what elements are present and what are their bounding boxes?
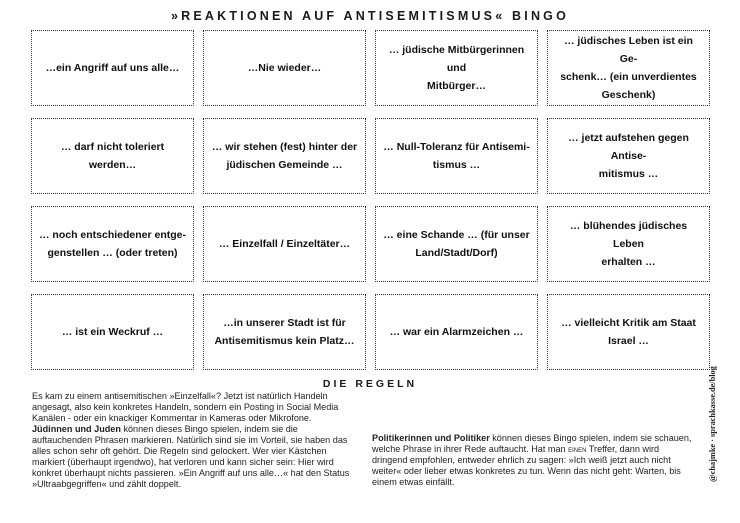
rules-jews-paragraph [32, 424, 358, 490]
rules-intro: Es kam zu einem antisemitischen »Einzelfall«? Jetzt ist natürlich Handeln angesagt, also kein konkretes Handeln, sondern ein Posting in Social Media Kanälen - oder ein knackiger Kommentar in Kameras oder Mikrofone. [32, 391, 339, 423]
rules-politicians-paragraph [372, 433, 694, 488]
bingo-cell-text: … vielleicht Kritik am Staat Israel … [561, 317, 696, 347]
bingo-cell [375, 206, 538, 282]
bingo-cell [31, 294, 194, 370]
bingo-cell [375, 30, 538, 106]
bingo-cell-text: … jüdisches Leben ist ein Ge- schenk… (ein unverdientes Geschenk) [560, 35, 697, 101]
rules-column-right [372, 391, 694, 488]
bingo-cell-text: … blühendes jüdisches Leben erhalten … [569, 220, 688, 268]
rules-politicians-text-b: Treffer, dann wird dringend empfohlen, entweder ehrlich zu sagen: »Ich weiß jetzt auch nicht weiter« oder lieber etwas konkretes zu tun. Wenn das nicht geht: Warten, bis einem etwas einfällt. [372, 444, 681, 487]
rules-politicians-text-a: können dieses Bingo spielen, indem sie schauen, welche Phrase in ihrer Rede auftaucht. Hat man [372, 433, 692, 454]
bingo-cell-text: …in unserer Stadt ist für Antisemitismus kein Platz… [214, 317, 355, 347]
bingo-cell [203, 206, 366, 282]
bingo-cell-text: … wir stehen (fest) hinter der jüdischen Gemeinde … [211, 141, 358, 171]
bingo-cell [203, 294, 366, 370]
bingo-cell-text: …ein Angriff auf uns alle… [45, 62, 180, 74]
rules-jews-label: Jüdinnen und Juden [32, 424, 121, 434]
bingo-grid [31, 30, 709, 372]
bingo-cell-text: … darf nicht toleriert werden… [60, 141, 165, 171]
rules-jews-text: können dieses Bingo spielen, indem sie die auftauchenden Phrasen markieren. Natürlich sind sie im Vorteil, sie haben das alles schon sehr oft gehört. Die Regeln sind gelockert. Wer vier Kästchen markiert (überhaupt irgendwo), hat verloren und kann sicher sein: Hier wird konkret überhaupt nichts passieren. »Ein Angriff auf uns alle…« hat den Status »Ultraabgegriffen« und zählt doppelt. [32, 424, 350, 489]
bingo-cell [375, 118, 538, 194]
bingo-cell [375, 294, 538, 370]
page-title: »REAKTIONEN AUF ANTISEMITISMUS« BINGO [170, 9, 570, 23]
bingo-cell [547, 294, 710, 370]
author-credit: @chajmke · sprachkasse.de/blog [708, 366, 717, 482]
rules-politicians-label: Politikerinnen und Politiker [372, 433, 490, 443]
bingo-cell-text: … Null-Toleranz für Antisemi- tismus … [383, 141, 530, 171]
bingo-cell-text: … ist ein Weckruf … [61, 326, 164, 338]
bingo-cell [203, 118, 366, 194]
bingo-cell [31, 206, 194, 282]
bingo-cell [547, 118, 710, 194]
bingo-cell-text: … war ein Alarmzeichen … [389, 326, 524, 338]
rules-politicians-emphasis: einen [568, 444, 587, 454]
bingo-cell-text: … noch entschiedener entge- genstellen … (oder treten) [38, 229, 187, 259]
bingo-cell [203, 30, 366, 106]
bingo-cell-text: …Nie wieder… [247, 62, 322, 74]
bingo-cell-text: … jüdische Mitbürgerinnen und Mitbürger… [388, 44, 525, 92]
bingo-cell-text: … jetzt aufstehen gegen Antise- mitismus … [568, 132, 689, 180]
bingo-cell [547, 30, 710, 106]
bingo-cell-text: … eine Schande … (für unser Land/Stadt/Dorf) [383, 229, 530, 259]
bingo-cell-text: … Einzelfall / Einzeltäter… [218, 238, 351, 250]
bingo-cell [547, 206, 710, 282]
bingo-cell [31, 118, 194, 194]
rules-column-left [32, 391, 358, 490]
rules-heading: DIE REGELN [322, 378, 418, 390]
bingo-cell [31, 30, 194, 106]
